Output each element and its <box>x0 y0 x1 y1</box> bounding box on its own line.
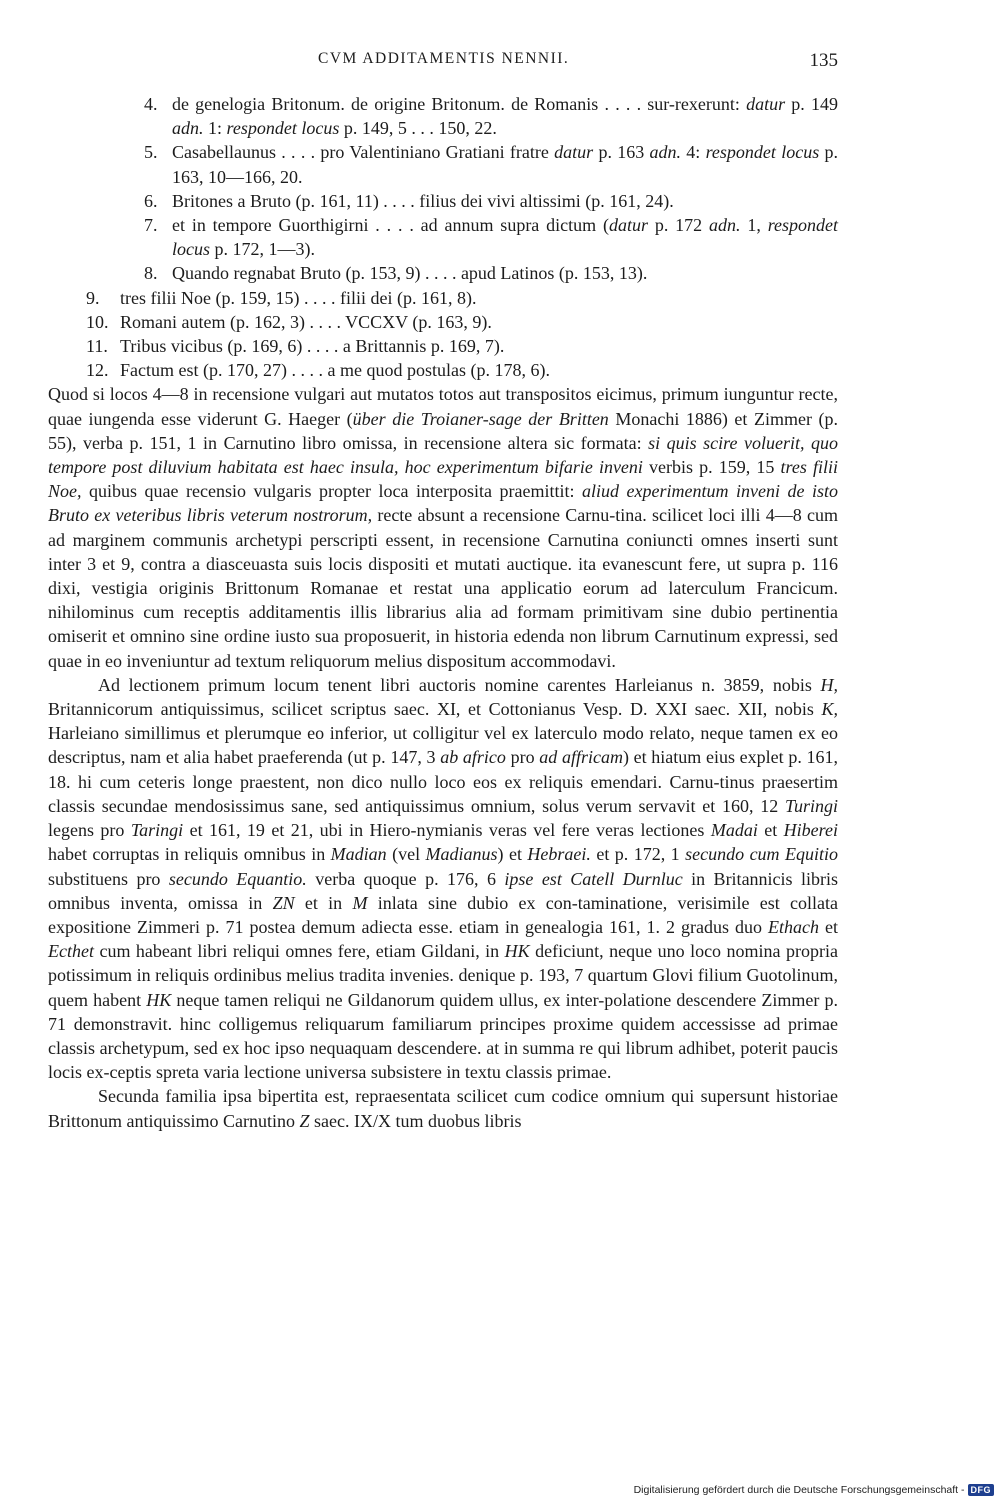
list-item-number: 10. <box>86 311 109 332</box>
italic-text: datur <box>746 94 786 114</box>
text-run: p. 163 <box>593 142 650 163</box>
text-run: saec. IX/X tum duobus libris <box>309 1110 522 1131</box>
text-run: p. 172, 1—3). <box>210 239 315 260</box>
italic-text: datur <box>608 215 648 236</box>
italic-text: M <box>352 892 368 913</box>
text-run: et p. 172, 1 <box>590 844 686 865</box>
italic-text: Madianus <box>425 844 498 865</box>
text-run: p. 172 <box>647 215 709 236</box>
italic-text: HK <box>504 941 530 962</box>
list-item <box>48 140 838 188</box>
text-run: Tribus vicibus (p. 169, 6) . . . . a Brittannis p. 169, 7). <box>120 336 505 357</box>
paragraph <box>48 1084 838 1132</box>
text-run: Quod si locos 4—8 in recensione vulgari aut mutatos totos aut transpositos eicimus, primum iunguntur recte, quae iungenda esse viderunt G. Haeger ( <box>48 384 838 429</box>
list-item-text <box>172 213 838 261</box>
list-item-number: 8. <box>144 263 158 284</box>
text-run: substituens pro <box>48 868 169 889</box>
italic-text: K, <box>821 699 838 720</box>
italic-text: H, <box>820 674 838 695</box>
text-run: verbis p. 159, 15 <box>642 457 781 478</box>
list-item-text <box>172 92 838 140</box>
italic-text: Madian <box>330 844 387 865</box>
italic-text: Taringi <box>130 820 184 841</box>
italic-text: Madai <box>710 820 758 841</box>
text-run: 1, <box>740 215 768 236</box>
text-run: p. 149 <box>785 94 838 114</box>
text-run: 1: <box>203 118 227 139</box>
paragraph <box>48 673 838 1084</box>
text-run: habet corruptas in reliquis omnibus in <box>48 844 331 865</box>
text-run: Secunda familia ipsa bipertita est, repraesentata scilicet cum codice omnium qui supersunt historiae Brittonum antiquissimo Carnutino <box>48 1086 838 1131</box>
text-run: p. 163, 10—166, 20. <box>172 142 838 187</box>
text-run: quibus quae recensio vulgaris propter loca interposita praemittit: <box>81 481 582 502</box>
italic-text: ipse est Catell Durnluc <box>504 868 683 889</box>
list-item-number: 9. <box>86 287 100 308</box>
italic-text: Ethach <box>767 916 819 937</box>
italic-text: datur <box>554 142 594 163</box>
text-run: p. 149, 5 . . . 150, 22. <box>339 118 497 139</box>
italic-text: secundo Equantio. <box>168 868 307 889</box>
text-run: (vel <box>386 844 426 865</box>
list-item-text <box>120 334 838 358</box>
list-item <box>48 189 838 213</box>
text-run: deficiunt, neque uno loco nomina propria potissimum in reliquis ordinibus melius tradita invenies. denique p. 193, 7 quartum Glovi filium Guotolinum, quem habent <box>48 941 838 1010</box>
text-run: Britannicorum antiquissimus, scilicet scriptus saec. XI, et Cottonianus Vesp. D. XXI saec. XII, nobis <box>48 699 822 720</box>
italic-text: ab africo <box>440 747 506 768</box>
text-run: et <box>818 916 838 937</box>
paragraph <box>48 382 838 672</box>
italic-text: respondet locus <box>705 142 820 163</box>
text-run: et 161, 19 et 21, ubi in Hiero-nymianis veras vel fere veras lectiones <box>183 820 711 841</box>
list-item-number: 4. <box>144 94 158 114</box>
italic-text: Z <box>299 1110 310 1131</box>
text-run: Romani autem (p. 162, 3) . . . . VCCXV (p. 163, 9). <box>120 311 492 332</box>
list-item-text <box>172 261 838 285</box>
list-item-text <box>172 189 838 213</box>
list-item-number: 11. <box>86 336 108 357</box>
text-run: Ad lectionem primum locum tenent libri auctoris nomine carentes Harleianus n. 3859, nobis <box>98 674 821 695</box>
list-item-number: 5. <box>144 142 158 163</box>
list-item-number: 6. <box>144 190 158 211</box>
list-item <box>48 358 838 382</box>
body-paragraphs <box>48 382 838 1132</box>
page-header <box>48 50 838 78</box>
list-item <box>48 334 838 358</box>
text-run: Quando regnabat Bruto (p. 153, 9) . . . . apud Latinos (p. 153, 13). <box>172 263 648 284</box>
list-item <box>48 213 838 261</box>
text-run: de genelogia Britonum. de origine Britonum. de Romanis . . . . sur-rexerunt: <box>172 94 747 114</box>
italic-text: respondet locus <box>172 215 839 260</box>
list-item-number: 7. <box>144 215 158 236</box>
text-run: ) et <box>497 844 528 865</box>
page-number: 135 <box>809 50 838 71</box>
italic-text: adn. <box>709 215 741 236</box>
list-item <box>48 92 838 140</box>
list-item-text <box>172 140 838 188</box>
text-run: neque tamen reliqui ne Gildanorum quidem ullus, ex inter-polatione descendere Zimmer p. 71 demonstravit. hinc colligemus reliquarum familiarum principes proxime quidem accessisse ad primae classis archetypum, sed ex hoc ipso nequaquam descendere. at in summa re qui librum adhibet, poterit paucis locis ex-ceptis spreta varia lectione universa subsistere in textu classis primae. <box>48 989 838 1083</box>
text-run: inlata sine dubio ex con-taminatione, verisimile est collata expositione Zimmeri p. 71 postea demum adiecta esse. etiam in genealogia 161, 1. 2 gradus duo <box>48 892 838 937</box>
italic-text: tres filii Noe, <box>48 457 838 502</box>
text-run: recte absunt a recensione Carnu-tina. scilicet loci illi 4—8 cum ad marginem communis archetypi perscripti essent, in recensione Carnutina coniuncti omnes inserti sunt inter 3 et 9, contra a diasceuasta suis locis dispositi et mutati auctique. ita evanescunt fere, ut supra p. 116 dixi, vestigia originis Brittonum Romanae et restat una applicatio eorum ad laterculum Francicum. nihilominus cum receptis additamentis illis librarius alia ad formam primitivam sine dubio pertinentia omiserit et omnino sine ordine iusto sua proposuerit, in historia edenda non librum Carnutinum expressi, sed quae in eo inveniuntur ad textum reliquorum melius dispositum accommodavi. <box>48 505 838 671</box>
italic-text: aliud experimentum inveni de isto Bruto ex veteribus libris veterum nostrorum, <box>48 481 838 526</box>
italic-text: adn. <box>649 142 682 163</box>
text-run: 4: <box>681 142 706 163</box>
text-run: et in <box>294 892 353 913</box>
text-run: pro <box>505 747 540 768</box>
italic-text: Ecthet <box>48 941 94 962</box>
list-item-number: 12. <box>86 360 109 381</box>
text-run: in Britannicis libris omnibus inventa, omissa in <box>48 868 838 913</box>
list-item-text <box>120 286 838 310</box>
running-title: CVM ADDITAMENTIS NENNII. <box>318 50 570 67</box>
italic-text: Hiberei <box>783 820 838 841</box>
text-run: Harleiano simillimus et plerumque eo inferior, ut colligitur vel ex laterculo modo relato, neque tamen ex eo descriptus, nam et alia habet praeferenda (ut p. 147, 3 <box>48 723 838 768</box>
dfg-logo-icon: DFG <box>968 1484 995 1496</box>
italic-text: Hebraei. <box>527 844 591 865</box>
text-run: Britones a Bruto (p. 161, 11) . . . . filius dei vivi altissimi (p. 161, 24). <box>172 190 674 211</box>
text-run: et <box>757 820 784 841</box>
italic-text: si quis scire voluerit, quo tempore post diluvium habitata est haec insula, hoc experimentum bifarie inveni <box>48 432 839 478</box>
text-run: et in tempore Guorthigirni . . . . ad annum supra dictum ( <box>172 215 609 236</box>
text-run: Factum est (p. 170, 27) . . . . a me quod postulas (p. 178, 6). <box>120 360 550 381</box>
list-item <box>48 310 838 334</box>
text-run: tres filii Noe (p. 159, 15) . . . . filii dei (p. 161, 8). <box>120 287 477 308</box>
main-text <box>48 92 838 1133</box>
text-run: cum habeant libri reliqui omnes fere, etiam Gildani, in <box>93 941 505 962</box>
list-item <box>48 286 838 310</box>
italic-text: über die Troianer-sage der Britten <box>352 408 609 429</box>
italic-text: secundo cum Equitio <box>685 844 839 865</box>
text-run: Monachi 1886) et Zimmer (p. 55), verba p. 151, 1 in Carnutino libro omissa, in recensione altera sic formata: <box>48 408 838 453</box>
text-run: verba quoque p. 176, 6 <box>306 868 505 889</box>
italic-text: Turingi <box>784 795 838 816</box>
list-item <box>48 261 838 285</box>
italic-text: ZN <box>272 892 295 913</box>
list-item-text <box>120 310 838 334</box>
text-run: ) et hiatum eius explet p. 161, 18. hi cum ceteris longe praestent, non dico nullo loco eos ex reliquis emendari. Carnu-tinus praesertim classis secundae mendosissimus sane, sed antiquissimus omnium, solus verum servavit et 160, 12 <box>48 747 839 816</box>
digitization-credit <box>634 1484 994 1496</box>
italic-text: ad affricam <box>539 747 623 768</box>
text-run: Casabellaunus . . . . pro Valentiniano Gratiani fratre <box>172 142 555 163</box>
credit-text: Digitalisierung gefördert durch die Deutsche Forschungsgemeinschaft - <box>633 1484 965 1496</box>
numbered-list <box>48 92 838 382</box>
italic-text: respondet locus <box>226 118 340 139</box>
list-item-text <box>120 358 838 382</box>
italic-text: HK <box>146 989 172 1010</box>
text-run: legens pro <box>48 820 131 841</box>
italic-text: adn. <box>172 118 204 139</box>
